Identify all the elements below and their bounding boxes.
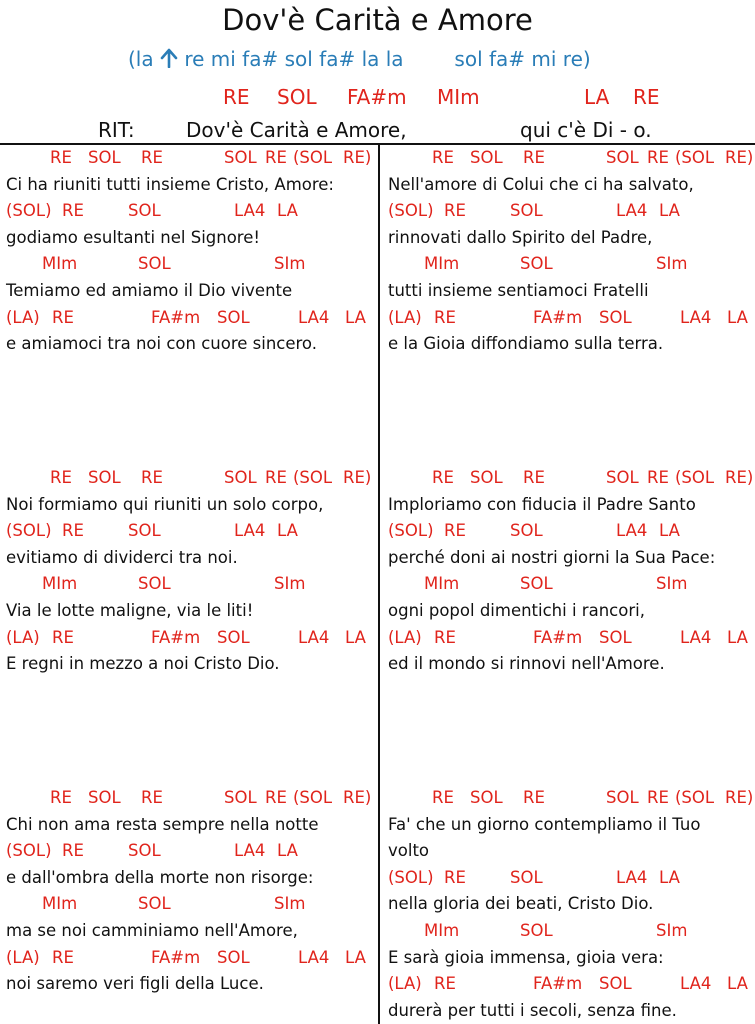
chord: SOL [510, 867, 543, 887]
chord: RE [141, 148, 163, 167]
chord: SOL [599, 307, 632, 327]
chord: (LA) [6, 947, 40, 967]
chord: LA4 [616, 201, 648, 221]
chord: LA4 [234, 841, 266, 861]
chord: RE [50, 468, 72, 487]
chord: MIm [42, 254, 78, 274]
chord: SOL [224, 788, 257, 807]
chord: RE) [725, 468, 754, 487]
chord: RE [444, 521, 466, 541]
chord: (SOL) [388, 521, 434, 541]
chord: MIm [424, 254, 460, 274]
chord: LA4 [298, 947, 330, 967]
lyric-line: e dall'ombra della morte non risorge: [6, 867, 314, 887]
chord: LA4 [616, 867, 648, 887]
arrow-up-icon [160, 48, 178, 68]
lyric-line: E sarà gioia immensa, gioia vera: [388, 947, 664, 967]
chord: SOL [520, 574, 553, 594]
chord: LA4 [234, 521, 266, 541]
chord: SOL [217, 627, 250, 647]
chord: RE [141, 468, 163, 487]
song-title: Dov'è Carità e Amore [222, 3, 533, 37]
chord: LA [727, 627, 748, 647]
lyric-line: durerà per tutti i secoli, senza fine. [388, 1000, 677, 1020]
refrain-chord: RE [223, 85, 250, 109]
chord: RE [434, 627, 456, 647]
chord: RE) [725, 148, 754, 167]
lyric-line: evitiamo di dividerci tra noi. [6, 547, 238, 567]
chord: RE [52, 307, 74, 327]
lyric-line: Via le lotte maligne, via le liti! [6, 601, 254, 620]
chord: FA#m [533, 627, 583, 647]
pitch-text-end: re mi fa# sol fa# la la sol fa# mi re) [177, 47, 591, 71]
chord: MIm [424, 921, 460, 940]
chord: LA [659, 201, 680, 221]
chord: SOL [470, 788, 503, 807]
chord: RE [50, 788, 72, 807]
chord: (SOL [293, 788, 333, 807]
chord: (SOL [675, 148, 715, 167]
chord: FA#m [151, 947, 201, 967]
chord: SOL [138, 894, 171, 914]
lyric-line: Noi formiamo qui riuniti un solo corpo, [6, 494, 324, 514]
chord: SOL [520, 921, 553, 940]
lyric-line: ma se noi camminiamo nell'Amore, [6, 921, 298, 940]
chord: (SOL) [388, 201, 434, 221]
lyric-line: Nell'amore di Colui che ci ha salvato, [388, 174, 694, 194]
chord: RE) [343, 148, 372, 167]
chord: (LA) [6, 627, 40, 647]
refrain-chord: SOL [277, 85, 317, 109]
chord: RE [265, 148, 287, 167]
chord: SOL [606, 788, 639, 807]
chord: SOL [510, 201, 543, 221]
lyric-line: noi saremo veri figli della Luce. [6, 974, 264, 994]
lyric-line: godiamo esultanti nel Signore! [6, 227, 260, 247]
lyric-line: Fa' che un giorno contempliamo il Tuo [388, 814, 701, 834]
chord: (SOL [293, 148, 333, 167]
chord: (SOL) [6, 521, 52, 541]
chord: RE [432, 788, 454, 807]
chord: FA#m [533, 307, 583, 327]
chord: LA4 [234, 201, 266, 221]
chord: LA [727, 307, 748, 327]
chord: MIm [42, 894, 78, 914]
chord: LA4 [680, 307, 712, 327]
chord: (LA) [388, 974, 422, 994]
chord: SOL [470, 468, 503, 487]
chord: LA [277, 521, 298, 541]
chord: SIm [274, 894, 306, 914]
lyric-line: e la Gioia diffondiamo sulla terra. [388, 334, 664, 354]
chord: SOL [217, 947, 250, 967]
refrain-text-a: Dov'è Carità e Amore, [186, 118, 407, 142]
chord: RE [265, 788, 287, 807]
chord: (LA) [388, 627, 422, 647]
chord: RE [444, 201, 466, 221]
chord: SOL [510, 521, 543, 541]
chord: SOL [128, 201, 161, 221]
column-divider [378, 144, 380, 1024]
chord: SOL [470, 148, 503, 167]
chord: RE [432, 468, 454, 487]
chord: SIm [274, 254, 306, 274]
chord: FA#m [151, 307, 201, 327]
chord: LA [277, 201, 298, 221]
chord: RE [444, 867, 466, 887]
chord: RE [141, 788, 163, 807]
chord: SOL [224, 468, 257, 487]
chord: SOL [606, 468, 639, 487]
chord: LA [659, 867, 680, 887]
refrain-pitch-line [128, 48, 591, 69]
chord: RE [52, 947, 74, 967]
chord: SIm [656, 921, 688, 940]
lyric-line: Imploriamo con fiducia il Padre Santo [388, 494, 696, 514]
refrain-chord: RE [633, 85, 660, 109]
chord: RE) [343, 788, 372, 807]
chord: RE [523, 468, 545, 487]
chord: (SOL) [6, 841, 52, 861]
chord: (SOL [675, 468, 715, 487]
chord: LA4 [298, 627, 330, 647]
chord: LA [345, 627, 366, 647]
chord: RE [434, 307, 456, 327]
chord: SOL [224, 148, 257, 167]
chord: LA4 [298, 307, 330, 327]
chord: SOL [128, 841, 161, 861]
chord: RE [647, 148, 669, 167]
chord: (SOL) [388, 867, 434, 887]
lyric-line: E regni in mezzo a noi Cristo Dio. [6, 654, 280, 674]
chord: RE [523, 788, 545, 807]
chord: LA [659, 521, 680, 541]
chord: RE [647, 468, 669, 487]
chord: SOL [88, 788, 121, 807]
lyric-line: rinnovati dallo Spirito del Padre, [388, 227, 653, 247]
chord: LA4 [680, 627, 712, 647]
chord: RE [434, 974, 456, 994]
chord: SOL [88, 468, 121, 487]
chord: RE [50, 148, 72, 167]
chord: MIm [42, 574, 78, 594]
lyric-line: perché doni ai nostri giorni la Sua Pace: [388, 547, 716, 567]
refrain-chord: MIm [437, 85, 480, 109]
chord: SOL [606, 148, 639, 167]
chord: RE [62, 201, 84, 221]
lyric-line: Temiamo ed amiamo il Dio vivente [6, 281, 293, 300]
chord: (LA) [388, 307, 422, 327]
chord: RE [52, 627, 74, 647]
chord: (SOL) [6, 201, 52, 221]
chord: RE [62, 521, 84, 541]
chord: LA [277, 841, 298, 861]
chord: FA#m [151, 627, 201, 647]
chord: RE [523, 148, 545, 167]
chord: SOL [128, 521, 161, 541]
chord: SOL [520, 254, 553, 274]
chord: RE) [725, 788, 754, 807]
pitch-text-start: (la [128, 47, 160, 71]
lyric-line: e amiamoci tra noi con cuore sincero. [6, 334, 317, 354]
chord: LA4 [680, 974, 712, 994]
chord: (SOL [675, 788, 715, 807]
chord: RE [265, 468, 287, 487]
refrain-chord: LA [584, 85, 610, 109]
chord: MIm [424, 574, 460, 594]
chord: RE [62, 841, 84, 861]
chord: (LA) [6, 307, 40, 327]
lyric-line: volto [388, 841, 430, 861]
lyric-line: nella gloria dei beati, Cristo Dio. [388, 894, 654, 914]
chord: SOL [599, 974, 632, 994]
chord: LA [727, 974, 748, 994]
chord: LA [345, 947, 366, 967]
chord: SOL [138, 254, 171, 274]
chord: SIm [656, 254, 688, 274]
lyric-line: Ci ha riuniti tutti insieme Cristo, Amore: [6, 174, 334, 194]
chord: SOL [599, 627, 632, 647]
chord: SIm [656, 574, 688, 594]
chord: RE [432, 148, 454, 167]
chord: SOL [138, 574, 171, 594]
chord: LA [345, 307, 366, 327]
refrain-label: RIT: [98, 118, 135, 142]
chord: (SOL [293, 468, 333, 487]
chord: RE [647, 788, 669, 807]
lyric-line: tutti insieme sentiamoci Fratelli [388, 281, 649, 300]
chord: SIm [274, 574, 306, 594]
refrain-chord: FA#m [347, 85, 407, 109]
chord: FA#m [533, 974, 583, 994]
lyric-line: ogni popol dimentichi i rancori, [388, 601, 645, 620]
chord: SOL [217, 307, 250, 327]
chord: SOL [88, 148, 121, 167]
refrain-text-b: qui c'è Di - o. [520, 118, 652, 142]
chord: RE) [343, 468, 372, 487]
lyric-line: Chi non ama resta sempre nella notte [6, 814, 319, 834]
chord: LA4 [616, 521, 648, 541]
lyric-line: ed il mondo si rinnovi nell'Amore. [388, 654, 665, 674]
